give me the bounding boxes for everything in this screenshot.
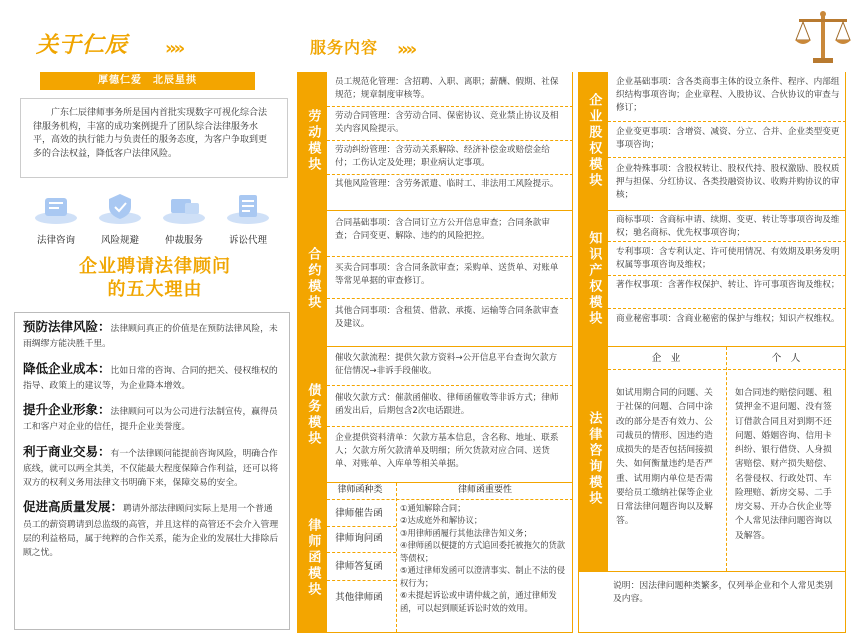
equity-module-label: 企业股权模块 <box>578 72 608 210</box>
service-arbitration <box>154 190 214 248</box>
reason-title: 促进高质量发展： <box>23 499 124 515</box>
consult-note: 说明：因法律问题种类繁多，仅列举企业和个人常见类别及内容。 <box>613 581 833 605</box>
letter-importance-item: ③用律师函履行其他法律告知义务； <box>400 527 532 538</box>
contract-item: 合同基础事项：含合同订立方公开信息审查；合同条款审查；合同变更、解除、违约的风险把控。 <box>335 218 550 241</box>
reason-text: 法律顾问可以为公司进行法制宣传，赢得员工和客户对企业的信任，提升企业美誉度。 <box>23 407 278 433</box>
contract-item: 其他合同事项：含租赁、借款、承揽、运输等合同条款审查及建议。 <box>335 306 559 329</box>
reason-item <box>23 497 281 560</box>
divider <box>327 552 396 553</box>
letter-importance-list <box>400 502 570 614</box>
reason-item <box>23 359 281 394</box>
divider <box>327 499 573 500</box>
contract-item: 买卖合同事项：含合同条款审查；采购单、送货单、对账单等常见单据的审查修订。 <box>335 263 559 286</box>
reason-title: 降低企业成本： <box>23 360 111 376</box>
divider <box>327 298 573 299</box>
letter-kind: 律师询问函 <box>335 533 383 544</box>
divider <box>608 308 846 309</box>
divider <box>297 210 573 211</box>
labor-module-label: 劳动模块 <box>297 72 327 210</box>
divider <box>608 275 846 276</box>
services-chevron-icon: »» <box>397 39 415 60</box>
service-label: 仲裁服务 <box>164 235 203 247</box>
consult-company-text: 如试用期合同的问题、关于社保的问题、合同中涂改的部分是否有效力、公司裁员的情形、因违约造成损失的是否包括间接损失、如何衡量违约是否严重、试用期内单位是否需要给员工缴纳社保等企业日常法律问题咨询以及解答。 <box>616 388 713 527</box>
reason-item <box>23 317 281 352</box>
hire-title-line1: 企业聘请法律顾问 <box>79 256 231 277</box>
letter-col1-header: 律师函种类 <box>337 485 383 495</box>
labor-item: 劳动纠纷管理：含劳动关系解除、经济补偿金或赔偿金给付；工伤认定及处理；职业病认定事项。 <box>335 145 550 168</box>
letter-kind: 律师催告函 <box>335 508 383 519</box>
debt-item: 催收欠款方式：催款函催收、律师函催收等非诉方式；律师函发出后，后期包含2次电话跟进。 <box>335 393 559 416</box>
reason-item <box>23 400 281 435</box>
consult-col-personal: 个 人 <box>771 353 801 364</box>
ip-module-label: 知识产权模块 <box>578 211 608 346</box>
reasons-list <box>14 312 290 630</box>
consult-personal-text: 如合同违约赔偿问题、租赁押金不退问题、没有签订借款合同且对到期不还问题、婚姻咨询、信用卡纠纷、银行借贷、人身损害赔偿、财产损失赔偿、名誉侵权、行政处罚、车险理赔、新房交易、二手房交易、开办合伙企业等个人常见法律问题咨询以及解答。 <box>735 388 832 541</box>
ip-item: 商业秘密事项：含商业秘密的保护与维权；知识产权维权。 <box>616 314 840 324</box>
reason-text: 有一个法律顾问能提前咨询风险，明确合作底线，就可以两全其美，不仅能最大程度保障合作利益，还可以将双方的权利义务用法律文书明确下来，保障交易的安全。 <box>23 448 279 488</box>
service-litigation <box>218 190 278 248</box>
law-consult-icon <box>33 190 79 226</box>
equity-item: 企业特殊事项：含股权转让、股权代持、股权激励、股权质押与担保、分红协议、各类投融资协议、收购并购协议的审核； <box>616 164 840 200</box>
divider <box>297 482 573 483</box>
ip-item: 著作权事项：含著作权保护、转让、许可事项咨询及维权； <box>616 280 840 290</box>
letter-importance-item: ⑤通过律师发函可以澄清事实、制止不法的侵权行为； <box>400 565 566 588</box>
ip-item: 商标事项：含商标申请、续期、变更、转让等事项咨询及维权；驰名商标、优先权事项咨询； <box>616 215 840 238</box>
risk-avoid-icon <box>97 190 143 226</box>
debt-item: 催收欠款流程：提供欠款方资料→公开信息平台查询欠款方征信情况→非诉手段催收。 <box>335 353 558 376</box>
divider <box>297 346 573 347</box>
divider <box>327 580 396 581</box>
service-law-consult <box>26 190 86 248</box>
reason-title: 提升企业形象： <box>23 402 111 417</box>
services-title: 服务内容 <box>310 38 379 57</box>
service-label: 法律咨询 <box>36 235 75 247</box>
divider <box>327 106 573 107</box>
divider <box>327 174 573 175</box>
intro-text: 广东仁辰律师事务所是国内首批实现数字可视化综合法律服务机构，丰富的成功案例提升了团队综合法律服务水平，高效的执行能力与负责任的服务态度，为客户争取到更多的合法权益，降低客户法律风险。 <box>20 98 288 178</box>
reason-item <box>23 442 281 491</box>
reason-text: 聘请外部法律顾问实际上是用一个普通员工的薪资聘请到总监级的高管，并且这样的高管还不会介入管理层的利益格局，属于纯粹的合作关系，能为企业的发展壮大排除后顾之忧。 <box>23 504 279 558</box>
divider <box>578 632 846 633</box>
about-chevron-icon: »» <box>165 38 183 59</box>
letter-kind: 律师答复函 <box>335 561 383 572</box>
equity-item: 企业变更事项：含增资、减资、分立、合并、企业类型变更事项咨询； <box>616 127 840 150</box>
motto-banner: 厚德仁爱 北辰星拱 <box>40 72 255 90</box>
divider <box>578 210 846 211</box>
service-label: 诉讼代理 <box>228 235 267 247</box>
letter-importance-item: ①通知解除合同； <box>400 503 466 513</box>
hire-title-line2: 的五大理由 <box>107 279 203 301</box>
contract-module-label: 合约模块 <box>297 211 327 346</box>
reason-text: 比如日常的咨询、合同的把关、侵权维权的指导、政策上的建议等，为企业降本增效。 <box>23 365 278 391</box>
consult-module-label: 法律咨询模块 <box>578 347 608 571</box>
litigation-icon <box>225 190 271 226</box>
service-label: 风险规避 <box>100 235 139 247</box>
divider <box>327 385 573 386</box>
divider <box>726 347 727 571</box>
hire-title <box>20 255 290 302</box>
divider <box>327 526 396 527</box>
letter-kind: 其他律师函 <box>335 592 383 603</box>
divider <box>608 241 846 242</box>
consult-col-company: 企 业 <box>651 353 681 364</box>
letter-importance-item: ④律师函以便捷的方式追回委托被拖欠的货款等债权； <box>400 540 566 563</box>
letter-importance-item: ⑥未提起诉讼或申请仲裁之前，通过律师发函，可以起到顺延诉讼时效的效用。 <box>400 590 557 613</box>
divider <box>608 157 846 158</box>
reason-title: 预防法律风险： <box>23 319 111 334</box>
debt-item: 企业提供资料清单：欠款方基本信息，含名称、地址、联系人；欠款方所欠款清单及明细；所欠货款对应合同、送货单、对账单、入库单等相关单据。 <box>335 433 559 469</box>
divider <box>608 369 846 370</box>
labor-item: 员工规范化管理：含招聘、入职、离职；薪酬、假期、社保规范；规章制度审核等。 <box>335 77 559 100</box>
divider <box>327 426 573 427</box>
scales-of-justice-icon <box>793 8 853 66</box>
letter-module-label: 律师函模块 <box>297 483 327 632</box>
divider <box>608 121 846 122</box>
letter-col2-header: 律师函重要性 <box>457 485 512 495</box>
labor-item: 其他风险管理：含劳务派遣、临时工、非法用工风险提示。 <box>335 179 559 189</box>
divider <box>327 256 573 257</box>
divider <box>578 346 846 347</box>
arbitration-icon <box>161 190 207 226</box>
labor-item: 劳动合同管理：含劳动合同、保密协议、竞业禁止协议及相关内容风险提示。 <box>335 111 559 134</box>
reason-text: 法律顾问真正的价值是在预防法律风险，未雨绸缪方能决胜千里。 <box>23 324 278 350</box>
divider <box>297 632 573 633</box>
equity-item: 企业基础事项：含各类商事主体的设立条件、程序、内部组织结构事项咨询；企业章程、入股协议、合伙协议的审查与修订； <box>616 77 840 113</box>
letter-importance-item: ②达成庭外和解协议； <box>400 515 483 526</box>
debt-module-label: 债务模块 <box>297 347 327 482</box>
reason-title: 利于商业交易： <box>23 443 111 459</box>
divider <box>327 140 573 141</box>
divider <box>396 483 397 632</box>
service-risk-avoid <box>90 190 150 248</box>
divider <box>578 571 846 572</box>
ip-item: 专利事项：含专利认定、许可使用情况、有效期及职务发明权属等事项咨询及维权； <box>616 247 840 270</box>
about-title: 关于仁辰 <box>36 33 129 58</box>
